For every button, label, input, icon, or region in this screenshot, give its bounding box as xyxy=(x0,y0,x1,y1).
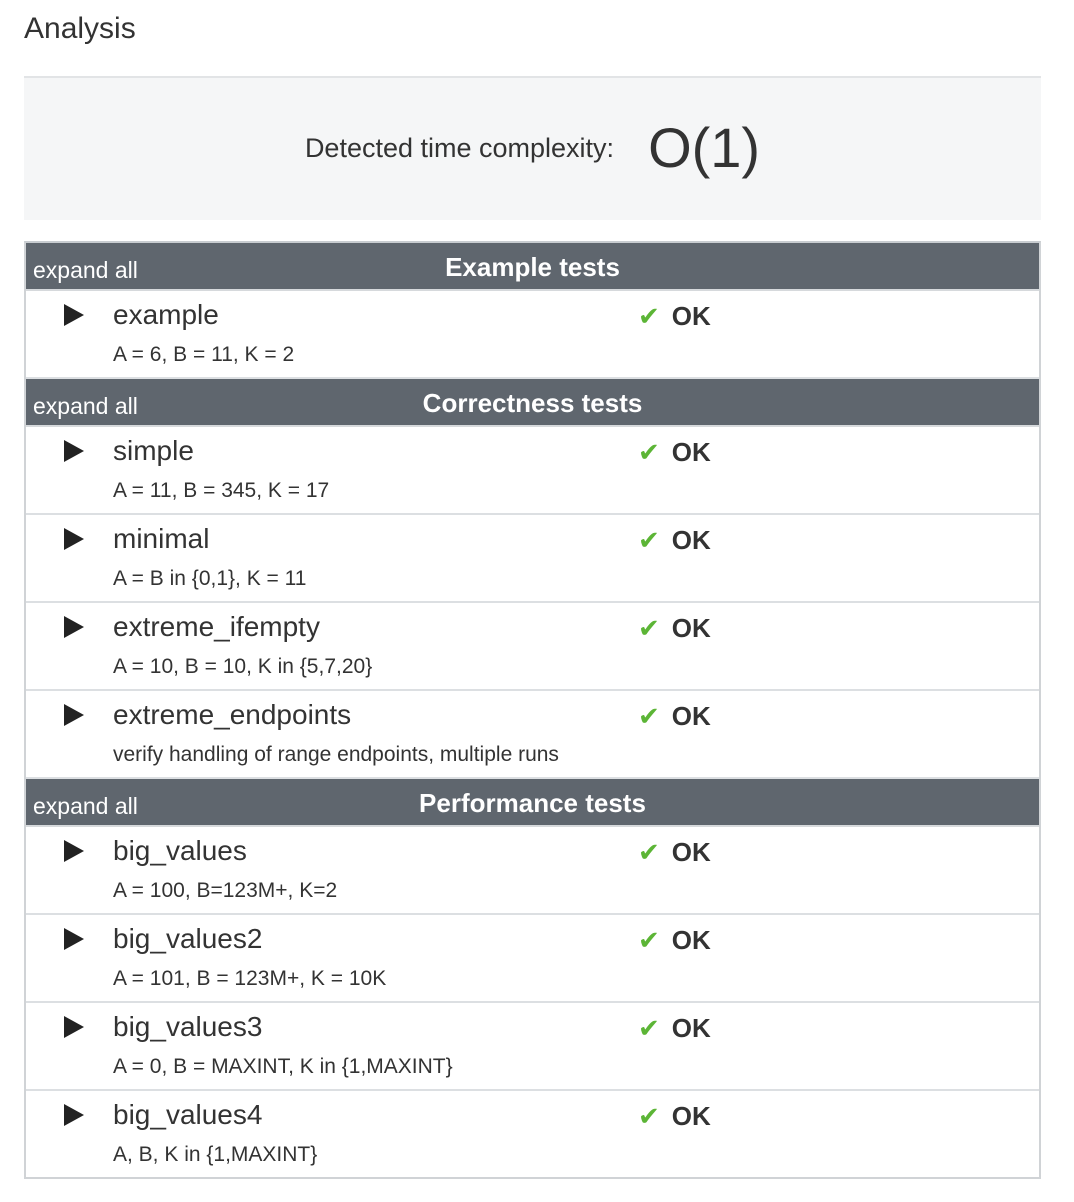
test-name: big_values3 xyxy=(113,1011,263,1042)
group-title: Example tests xyxy=(445,252,620,282)
test-description: verify handling of range endpoints, multiple runs xyxy=(113,743,559,766)
test-status xyxy=(638,1013,711,1044)
test-row[interactable] xyxy=(26,603,1039,691)
test-row[interactable] xyxy=(26,915,1039,1003)
test-status xyxy=(638,837,711,868)
group-header-example xyxy=(26,243,1039,291)
test-description: A = 0, B = MAXINT, K in {1,MAXINT} xyxy=(113,1055,453,1078)
expand-all-button[interactable]: expand all xyxy=(33,793,138,819)
test-row[interactable] xyxy=(26,691,1039,779)
triangle-right-icon[interactable] xyxy=(64,1104,84,1126)
test-description: A = 101, B = 123M+, K = 10K xyxy=(113,967,387,990)
group-title: Performance tests xyxy=(419,788,646,818)
test-name: example xyxy=(113,299,219,330)
status-label: OK xyxy=(671,1013,711,1043)
test-description: A = 100, B=123M+, K=2 xyxy=(113,879,338,902)
checkmark-icon: ✔ xyxy=(638,925,660,955)
test-row[interactable] xyxy=(26,1003,1039,1091)
test-name: big_values4 xyxy=(113,1099,263,1130)
complexity-value: O(1) xyxy=(648,115,761,179)
status-label: OK xyxy=(671,525,711,555)
checkmark-icon: ✔ xyxy=(638,701,660,731)
test-name: extreme_ifempty xyxy=(113,611,320,642)
checkmark-icon: ✔ xyxy=(638,301,660,331)
expand-all-button[interactable]: expand all xyxy=(33,393,138,419)
triangle-right-icon[interactable] xyxy=(64,616,84,638)
triangle-right-icon[interactable] xyxy=(64,440,84,462)
test-status xyxy=(638,525,711,556)
checkmark-icon: ✔ xyxy=(638,437,660,467)
status-label: OK xyxy=(671,437,711,467)
status-label: OK xyxy=(671,301,711,331)
group-header-correctness xyxy=(26,379,1039,427)
test-name: big_values xyxy=(113,835,247,866)
status-label: OK xyxy=(671,837,711,867)
test-description: A = B in {0,1}, K = 11 xyxy=(113,567,307,590)
checkmark-icon: ✔ xyxy=(638,1013,660,1043)
test-status xyxy=(638,925,711,956)
status-label: OK xyxy=(671,925,711,955)
status-label: OK xyxy=(671,613,711,643)
test-row[interactable] xyxy=(26,515,1039,603)
status-label: OK xyxy=(671,701,711,731)
status-label: OK xyxy=(671,1101,711,1131)
test-status xyxy=(638,437,711,468)
triangle-right-icon[interactable] xyxy=(64,928,84,950)
test-name: extreme_endpoints xyxy=(113,699,352,730)
group-header-performance xyxy=(26,779,1039,827)
test-name: simple xyxy=(113,435,194,466)
triangle-right-icon[interactable] xyxy=(64,840,84,862)
complexity-panel xyxy=(24,76,1041,220)
checkmark-icon: ✔ xyxy=(638,613,660,643)
test-description: A, B, K in {1,MAXINT} xyxy=(113,1143,318,1166)
tests-table xyxy=(24,241,1041,1179)
triangle-right-icon[interactable] xyxy=(64,528,84,550)
triangle-right-icon[interactable] xyxy=(64,304,84,326)
test-status xyxy=(638,701,711,732)
test-row[interactable] xyxy=(26,291,1039,379)
triangle-right-icon[interactable] xyxy=(64,1016,84,1038)
test-status xyxy=(638,301,711,332)
expand-all-button[interactable]: expand all xyxy=(33,257,138,283)
page-title: Analysis xyxy=(24,12,136,45)
test-row[interactable] xyxy=(26,827,1039,915)
test-row[interactable] xyxy=(26,1091,1039,1177)
test-name: minimal xyxy=(113,523,210,554)
test-row[interactable] xyxy=(26,427,1039,515)
checkmark-icon: ✔ xyxy=(638,837,660,867)
checkmark-icon: ✔ xyxy=(638,1101,660,1131)
test-status xyxy=(638,613,711,644)
test-description: A = 10, B = 10, K in {5,7,20} xyxy=(113,655,373,678)
test-description: A = 11, B = 345, K = 17 xyxy=(113,479,330,502)
checkmark-icon: ✔ xyxy=(638,525,660,555)
test-status xyxy=(638,1101,711,1132)
triangle-right-icon[interactable] xyxy=(64,704,84,726)
test-name: big_values2 xyxy=(113,923,263,954)
group-title: Correctness tests xyxy=(422,388,643,418)
test-description: A = 6, B = 11, K = 2 xyxy=(113,343,295,366)
complexity-label: Detected time complexity: xyxy=(304,132,615,163)
